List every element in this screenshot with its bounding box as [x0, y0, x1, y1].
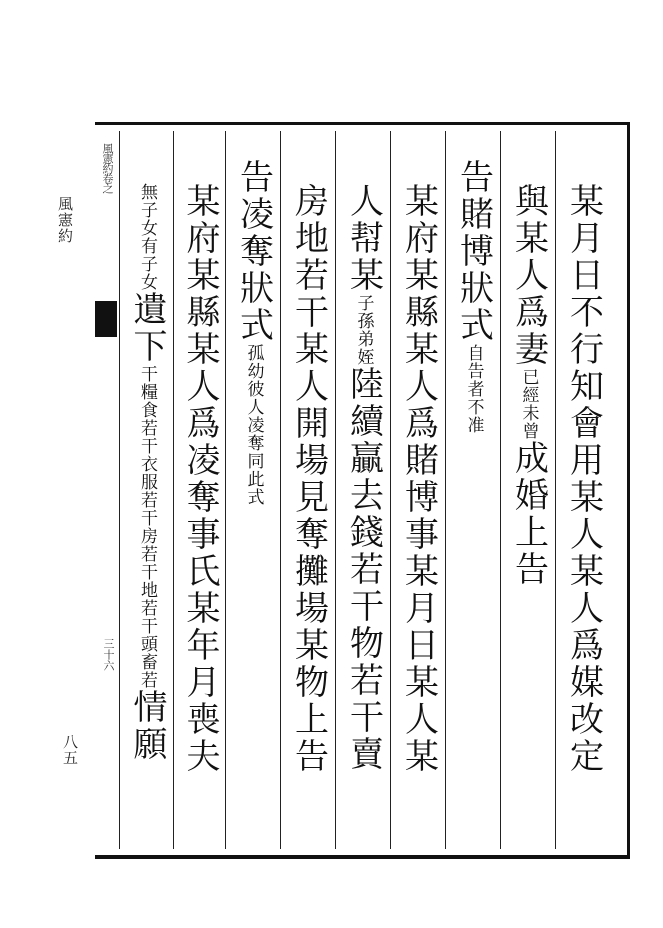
column-7-note: 孤幼彼人凌奪同此式	[243, 344, 264, 506]
column-3-text	[453, 159, 494, 434]
frame-right-rule	[627, 125, 630, 855]
column-8-text: 某府某縣某人爲凌奪事氏某年月喪夫	[180, 183, 220, 775]
column-5-note	[354, 294, 372, 366]
column-4-text: 某府某縣某人爲賭博事某月日某人某	[398, 183, 439, 775]
gutter-black-mark	[95, 301, 117, 337]
text-column-6	[280, 131, 336, 849]
column-9-main: 遺下	[127, 291, 167, 365]
text-column-4	[390, 131, 446, 849]
column-2-note-right: 未曾	[518, 404, 539, 440]
column-6-text: 房地若干某人開場見奪攤場某物上告	[288, 183, 329, 775]
text-column-5	[335, 131, 391, 849]
text-column-3	[445, 131, 501, 849]
column-3-heading: 告賭博狀式	[453, 159, 494, 344]
column-9-pre-note	[137, 183, 155, 291]
page-frame	[95, 122, 630, 859]
column-9-text	[127, 183, 167, 763]
text-column-8	[173, 131, 226, 849]
gutter-strip	[95, 133, 120, 847]
margin-title: 風憲約	[56, 196, 74, 244]
margin-page-number: 八五	[61, 734, 79, 766]
column-9-note-left: 干糧食若干衣服若干	[137, 365, 157, 527]
column-9-pre-right: 有子女	[137, 237, 157, 291]
column-1-text: 某月日不行知會用某人某人爲媒改定	[563, 183, 604, 775]
text-column-7	[225, 131, 281, 849]
column-9-note	[137, 365, 155, 689]
column-2-text	[508, 183, 549, 588]
column-2-note-left: 已經	[518, 368, 539, 404]
column-5-main: 人幇某	[343, 183, 384, 294]
column-2-note	[519, 368, 537, 440]
gutter-page-number: 三十六	[102, 638, 115, 671]
column-7-text	[233, 159, 274, 506]
column-2-tail: 成婚上告	[508, 440, 549, 588]
gutter-caption: 風憲約卷之	[101, 143, 114, 193]
column-2-main: 與某人爲妻	[508, 183, 549, 368]
column-7-heading: 告凌奪狀式	[233, 159, 274, 344]
text-column-1	[555, 131, 611, 849]
column-5-note-left: 子孫	[353, 294, 374, 330]
text-column-9	[119, 131, 174, 849]
column-3-note: 自告者不准	[463, 344, 484, 434]
column-9-pre-left: 無子女	[137, 183, 157, 237]
column-5-note-right: 弟姪	[353, 330, 374, 366]
column-5-text	[343, 183, 384, 773]
column-9-tail: 情願	[127, 689, 167, 763]
column-5-tail: 陸續贏去錢若干物若干賣	[343, 366, 384, 773]
column-9-note-right: 房若干地若干頭畜若	[137, 527, 157, 689]
text-column-2	[500, 131, 556, 849]
